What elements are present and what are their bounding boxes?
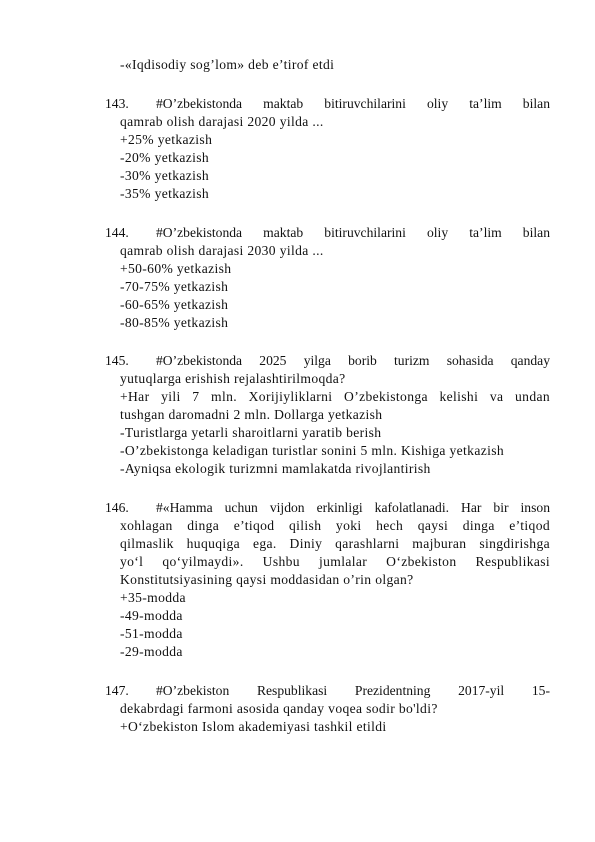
question-text-cont: dekabrdagi farmoni asosida qanday voqea sodir bo'ldi? [120,701,438,716]
answer-option: -70-75% yetkazish [120,279,229,294]
question-text-cont: qilmaslik huquqiga ega. Diniy qarashlarni majburan singdirishga [120,536,550,551]
answer-option: -35% yetkazish [120,186,210,201]
answer-option: -20% yetkazish [120,150,210,165]
question-text: #«Hamma uchun vijdon erkinligi kafolatlanadi. Har bir inson [156,500,550,515]
question-text-cont: Konstitutsiyasining qaysi moddasidan o’rin olgan? [120,572,414,587]
answer-option: +Har yili 7 mln. Xorijiyliklarni O’zbekistonga kelishi va undan [120,389,550,404]
question-text-cont: qamrab olish darajasi 2020 yilda ... [120,114,324,129]
question-number: 143. [105,96,129,111]
answer-option-cont: tushgan daromadni 2 mln. Dollarga yetkazish [120,407,383,422]
answer-option: -51-modda [120,626,183,641]
question-text-cont: qamrab olish darajasi 2030 yilda ... [120,243,324,258]
answer-option: -Turistlarga yetarli sharoitlarni yaratib berish [120,425,382,440]
question-text-cont: yo‘l qo‘yilmaydi». Ushbu jumlalar O‘zbekiston Respublikasi [120,554,550,569]
answer-option: -60-65% yetkazish [120,297,229,312]
question-text: #O’zbekistonda maktab bitiruvchilarini oliy ta’lim bilan [156,96,550,111]
answer-option: +50-60% yetkazish [120,261,232,276]
question-text-cont: yutuqlarga erishish rejalashtirilmoqda? [120,371,346,386]
answer-option: -Ayniqsa ekologik turizmni mamlakatda rivojlantirish [120,461,431,476]
question-number: 147. [105,683,129,698]
question-number: 145. [105,353,129,368]
answer-option: -O’zbekistonga keladigan turistlar sonini 5 mln. Kishiga yetkazish [120,443,505,458]
answer-option: +25% yetkazish [120,132,213,147]
question-text: #O’zbekiston Respublikasi Prezidentning 2017-yil 15- [156,683,550,698]
answer-option: +35-modda [120,590,186,605]
answer-option: +O‘zbekiston Islom akademiyasi tashkil etildi [120,719,387,734]
question-text: #O’zbekistonda maktab bitiruvchilarini oliy ta’lim bilan [156,225,550,240]
question-number: 146. [105,500,129,515]
answer-option: -30% yetkazish [120,168,210,183]
previous-answer-option: -«Iqdisodiy sog’lom» deb e’tirof etdi [120,57,335,72]
answer-option: -49-modda [120,608,183,623]
answer-option: -80-85% yetkazish [120,315,229,330]
question-text-cont: xohlagan dinga e’tiqod qilish yoki hech qaysi dinga e’tiqod [120,518,550,533]
question-text: #O’zbekistonda 2025 yilga borib turizm sohasida qanday [156,353,550,368]
question-number: 144. [105,225,129,240]
answer-option: -29-modda [120,644,183,659]
